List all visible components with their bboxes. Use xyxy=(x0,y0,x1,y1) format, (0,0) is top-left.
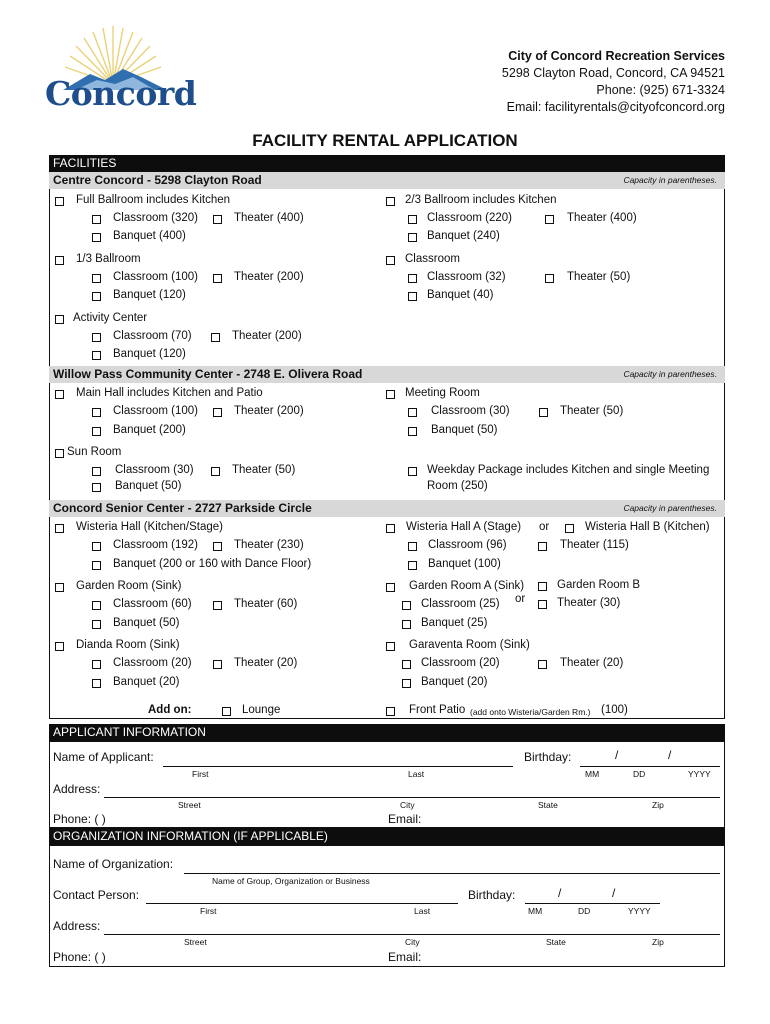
zip-hint: Zip xyxy=(652,800,664,810)
w-theater-label: Theater (230) xyxy=(234,539,304,551)
senior-center-title: Concord Senior Center - 2727 Parkside Circle xyxy=(53,501,312,515)
date-slash: / xyxy=(612,886,616,900)
capacity-note: Capacity in parentheses. xyxy=(623,175,717,185)
applicant-address-input[interactable] xyxy=(104,797,720,798)
org-name-label: Name of Organization: xyxy=(53,857,174,871)
garden-b-label: Garden Room B xyxy=(557,579,641,591)
main-hall-label: Main Hall includes Kitchen and Patio xyxy=(76,387,263,399)
one-classroom-label: Classroom (100) xyxy=(113,271,198,283)
gv-theater-label: Theater (20) xyxy=(560,657,624,669)
ga-classroom-checkbox[interactable] xyxy=(402,601,411,610)
main-classroom-checkbox[interactable] xyxy=(92,408,101,417)
full-banquet-checkbox[interactable] xyxy=(92,233,101,242)
senior-center-header xyxy=(49,500,725,517)
applicant-birthday-label: Birthday: xyxy=(524,750,572,764)
org-name-hint: Name of Group, Organization or Business xyxy=(212,876,370,886)
page-title: FACILITY RENTAL APPLICATION xyxy=(252,131,518,150)
d-banquet-label: Banquet (20) xyxy=(113,676,180,688)
applicant-birthday-input[interactable] xyxy=(580,766,720,767)
one-banquet-label: Banquet (120) xyxy=(113,289,186,301)
one-classroom-checkbox[interactable] xyxy=(92,274,101,283)
d-classroom-label: Classroom (20) xyxy=(113,657,192,669)
one-theater-checkbox[interactable] xyxy=(213,274,222,283)
capacity-note: Capacity in parentheses. xyxy=(623,503,717,513)
main-banquet-label: Banquet (200) xyxy=(113,424,186,436)
wisteria-hall-label: Wisteria Hall (Kitchen/Stage) xyxy=(76,521,223,533)
w-theater-checkbox[interactable] xyxy=(213,542,222,551)
weekday-package-label: Weekday Package includes Kitchen and single Meeting xyxy=(427,464,710,476)
two-theater-checkbox[interactable] xyxy=(545,215,554,224)
gv-banquet-label: Banquet (20) xyxy=(421,676,488,688)
org-address: 5298 Clayton Road, Concord, CA 94521 xyxy=(501,66,725,80)
wb-theater-label: Theater (115) xyxy=(560,539,629,551)
garden-a-label: Garden Room A (Sink) xyxy=(409,580,525,592)
lounge-label: Lounge xyxy=(242,704,281,716)
sun-banquet-checkbox[interactable] xyxy=(92,483,101,492)
logo-wordmark: Concord xyxy=(45,74,197,113)
cr-theater-checkbox[interactable] xyxy=(545,274,554,283)
one-third-ballroom-label: 1/3 Ballroom xyxy=(76,253,141,265)
org-address-label: Address: xyxy=(53,919,101,933)
garden-room-checkbox[interactable] xyxy=(55,583,64,592)
mr-banquet-checkbox[interactable] xyxy=(408,427,417,436)
one-theater-label: Theater (200) xyxy=(234,271,304,283)
gv-banquet-checkbox[interactable] xyxy=(402,679,411,688)
wisteria-b-checkbox[interactable] xyxy=(565,524,574,533)
w-classroom-checkbox[interactable] xyxy=(92,542,101,551)
centre-concord-title: Centre Concord - 5298 Clayton Road xyxy=(53,173,262,187)
contact-birthday-label: Birthday: xyxy=(468,888,516,902)
classroom-label: Classroom xyxy=(405,253,460,265)
org-phone: Phone: (925) 671-3324 xyxy=(596,83,725,97)
applicant-name-input[interactable] xyxy=(163,766,513,767)
wb-theater-checkbox[interactable] xyxy=(538,542,547,551)
city-hint: City xyxy=(405,937,420,947)
g-banquet-label: Banquet (50) xyxy=(113,617,180,629)
applicant-email-label: Email: xyxy=(388,812,422,826)
applicant-name-label: Name of Applicant: xyxy=(53,750,154,764)
cr-classroom-checkbox[interactable] xyxy=(408,274,417,283)
header-address-block xyxy=(502,48,725,116)
sun-theater-label: Theater (50) xyxy=(232,464,296,476)
main-classroom-label: Classroom (100) xyxy=(113,405,198,417)
one-banquet-checkbox[interactable] xyxy=(92,292,101,301)
wisteria-b-label: Wisteria Hall B (Kitchen) xyxy=(585,521,710,533)
main-theater-checkbox[interactable] xyxy=(213,408,222,417)
facilities-header: FACILITIES xyxy=(49,155,725,172)
date-slash: / xyxy=(615,748,619,762)
g-classroom-checkbox[interactable] xyxy=(92,601,101,610)
mr-banquet-label: Banquet (50) xyxy=(431,424,498,436)
first-hint: First xyxy=(192,769,209,779)
w-banquet-checkbox[interactable] xyxy=(92,561,101,570)
wisteria-hall-checkbox[interactable] xyxy=(55,524,64,533)
centre-concord-header xyxy=(49,172,725,189)
dianda-room-label: Dianda Room (Sink) xyxy=(76,639,180,651)
ac-classroom-label: Classroom (70) xyxy=(113,330,192,342)
full-theater-label: Theater (400) xyxy=(234,212,304,224)
ga-classroom-label: Classroom (25) xyxy=(421,598,500,610)
meeting-room-label: Meeting Room xyxy=(405,387,480,399)
full-classroom-checkbox[interactable] xyxy=(92,215,101,224)
wa-banquet-checkbox[interactable] xyxy=(408,561,417,570)
ac-classroom-checkbox[interactable] xyxy=(92,333,101,342)
sun-theater-checkbox[interactable] xyxy=(211,467,220,476)
ga-banquet-label: Banquet (25) xyxy=(421,617,488,629)
sun-banquet-label: Banquet (50) xyxy=(115,480,182,492)
concord-logo xyxy=(45,22,197,114)
applicant-phone-label: Phone: ( ) xyxy=(53,812,106,826)
dd-hint: DD xyxy=(578,906,591,916)
first-hint: First xyxy=(200,906,217,916)
mr-theater-checkbox[interactable] xyxy=(539,408,548,417)
cr-banquet-checkbox[interactable] xyxy=(408,292,417,301)
street-hint: Street xyxy=(178,800,201,810)
weekday-package-label-2: Room (250) xyxy=(427,480,488,492)
mr-classroom-checkbox[interactable] xyxy=(408,408,417,417)
date-slash: / xyxy=(668,748,672,762)
front-patio-note: (add onto Wisteria/Garden Rm.) xyxy=(470,707,591,717)
front-patio-label: Front Patio xyxy=(409,704,466,716)
facilities-frame xyxy=(49,172,725,719)
gv-theater-checkbox[interactable] xyxy=(538,660,547,669)
d-classroom-checkbox[interactable] xyxy=(92,660,101,669)
w-classroom-label: Classroom (192) xyxy=(113,539,198,551)
two-thirds-ballroom-checkbox[interactable] xyxy=(386,197,395,206)
garaventa-room-label: Garaventa Room (Sink) xyxy=(409,639,530,651)
meeting-room-checkbox[interactable] xyxy=(386,390,395,399)
dd-hint: DD xyxy=(633,769,646,779)
g-banquet-checkbox[interactable] xyxy=(92,620,101,629)
last-hint: Last xyxy=(408,769,425,779)
org-email-label: Email: xyxy=(388,950,422,964)
willow-pass-title: Willow Pass Community Center - 2748 E. Olivera Road xyxy=(53,367,363,381)
org-name-input[interactable] xyxy=(184,873,720,874)
full-ballroom-checkbox[interactable] xyxy=(55,197,64,206)
sun-classroom-checkbox[interactable] xyxy=(92,467,101,476)
front-patio-checkbox[interactable] xyxy=(386,707,395,716)
full-banquet-label: Banquet (400) xyxy=(113,230,186,242)
two-classroom-label: Classroom (220) xyxy=(427,212,512,224)
garden-b-checkbox[interactable] xyxy=(538,582,547,591)
wisteria-a-label: Wisteria Hall A (Stage) xyxy=(406,521,522,533)
d-theater-checkbox[interactable] xyxy=(213,660,222,669)
two-banquet-label: Banquet (240) xyxy=(427,230,500,242)
gv-classroom-checkbox[interactable] xyxy=(402,660,411,669)
full-theater-checkbox[interactable] xyxy=(213,215,222,224)
contact-birthday-input[interactable] xyxy=(525,903,660,904)
main-banquet-checkbox[interactable] xyxy=(92,427,101,436)
lounge-checkbox[interactable] xyxy=(222,707,231,716)
g-theater-label: Theater (60) xyxy=(234,598,298,610)
state-hint: State xyxy=(538,800,558,810)
org-name: City of Concord Recreation Services xyxy=(508,49,725,63)
org-phone-label: Phone: ( ) xyxy=(53,950,106,964)
ac-banquet-checkbox[interactable] xyxy=(92,351,101,360)
wa-classroom-label: Classroom (96) xyxy=(428,539,507,551)
org-address-input[interactable] xyxy=(104,934,720,935)
two-theater-label: Theater (400) xyxy=(567,212,637,224)
zip-hint: Zip xyxy=(652,937,664,947)
org-email: Email: facilityrentals@cityofconcord.org xyxy=(506,100,725,114)
gv-classroom-label: Classroom (20) xyxy=(421,657,500,669)
g-theater-checkbox[interactable] xyxy=(213,601,222,610)
capacity-note: Capacity in parentheses. xyxy=(623,369,717,379)
mr-classroom-label: Classroom (30) xyxy=(431,405,510,417)
yyyy-hint: YYYY xyxy=(628,906,651,916)
contact-person-label: Contact Person: xyxy=(53,888,140,902)
main-hall-checkbox[interactable] xyxy=(55,390,64,399)
yyyy-hint: YYYY xyxy=(688,769,711,779)
add-on-label: Add on: xyxy=(148,704,192,716)
wa-classroom-checkbox[interactable] xyxy=(408,542,417,551)
mr-theater-label: Theater (50) xyxy=(560,405,624,417)
wisteria-a-checkbox[interactable] xyxy=(386,524,395,533)
sun-room-label: Sun Room xyxy=(67,446,122,458)
w-banquet-label: Banquet (200 or 160 with Dance Floor) xyxy=(113,558,312,570)
organization-header: ORGANIZATION INFORMATION (IF APPLICABLE) xyxy=(49,828,725,845)
city-hint: City xyxy=(400,800,415,810)
garden-room-label: Garden Room (Sink) xyxy=(76,580,182,592)
or-text: or xyxy=(515,593,526,605)
g-classroom-label: Classroom (60) xyxy=(113,598,192,610)
willow-pass-header xyxy=(49,366,725,383)
applicant-address-label: Address: xyxy=(53,782,101,796)
wa-banquet-label: Banquet (100) xyxy=(428,558,501,570)
weekday-package-checkbox[interactable] xyxy=(408,467,417,476)
two-thirds-ballroom-label: 2/3 Ballroom includes Kitchen xyxy=(405,194,557,206)
main-theater-label: Theater (200) xyxy=(234,405,304,417)
one-third-ballroom-checkbox[interactable] xyxy=(55,256,64,265)
full-ballroom-label: Full Ballroom includes Kitchen xyxy=(76,194,231,206)
front-patio-capacity: (100) xyxy=(601,704,628,716)
two-classroom-checkbox[interactable] xyxy=(408,215,417,224)
ac-theater-label: Theater (200) xyxy=(232,330,302,342)
contact-person-input[interactable] xyxy=(146,903,458,904)
or-text: or xyxy=(539,521,550,533)
garaventa-room-checkbox[interactable] xyxy=(386,642,395,651)
two-banquet-checkbox[interactable] xyxy=(408,233,417,242)
cr-classroom-label: Classroom (32) xyxy=(427,271,506,283)
date-slash: / xyxy=(558,886,562,900)
state-hint: State xyxy=(546,937,566,947)
d-banquet-checkbox[interactable] xyxy=(92,679,101,688)
full-classroom-label: Classroom (320) xyxy=(113,212,198,224)
mm-hint: MM xyxy=(585,769,600,779)
mm-hint: MM xyxy=(528,906,543,916)
activity-center-label: Activity Center xyxy=(73,312,148,324)
gb-theater-checkbox[interactable] xyxy=(538,600,547,609)
classroom-checkbox[interactable] xyxy=(386,256,395,265)
ac-theater-checkbox[interactable] xyxy=(211,333,220,342)
dianda-room-checkbox[interactable] xyxy=(55,642,64,651)
activity-center-checkbox[interactable] xyxy=(55,315,64,324)
ga-banquet-checkbox[interactable] xyxy=(402,620,411,629)
applicant-header: APPLICANT INFORMATION xyxy=(49,724,725,741)
sun-classroom-label: Classroom (30) xyxy=(115,464,194,476)
cr-theater-label: Theater (50) xyxy=(567,271,631,283)
d-theater-label: Theater (20) xyxy=(234,657,298,669)
cr-banquet-label: Banquet (40) xyxy=(427,289,494,301)
gb-theater-label: Theater (30) xyxy=(557,597,621,609)
last-hint: Last xyxy=(414,906,431,916)
sun-room-checkbox[interactable] xyxy=(55,449,64,458)
garden-a-checkbox[interactable] xyxy=(386,583,395,592)
street-hint: Street xyxy=(184,937,207,947)
ac-banquet-label: Banquet (120) xyxy=(113,348,186,360)
